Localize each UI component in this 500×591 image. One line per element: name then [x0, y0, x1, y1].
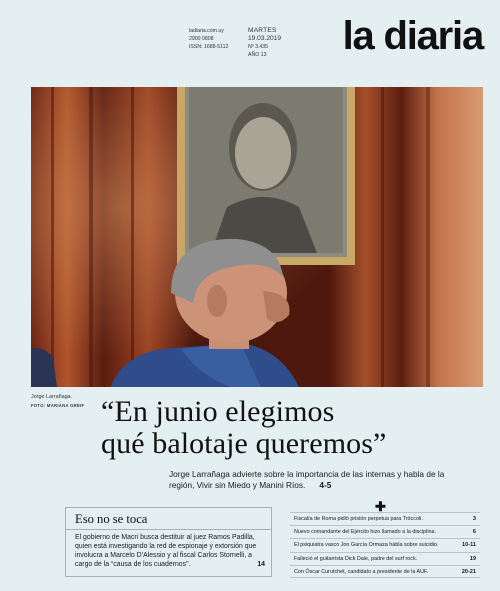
lead-photo [31, 87, 483, 387]
brief-page-ref: 10-11 [462, 542, 476, 549]
weekday-text: MARTES [248, 27, 277, 34]
brief-page-ref: 6 [472, 529, 476, 536]
lead-deck [169, 469, 469, 490]
box-story[interactable] [65, 507, 272, 577]
year-text: AÑO 13 [248, 52, 267, 58]
deck-page-ref: 4-5 [319, 479, 332, 490]
masthead-contact [189, 27, 228, 51]
brief-text: Con Óscar Curutchet, candidato a presidente de la AUF. [294, 568, 429, 575]
phone-text: 2900 0808 [189, 36, 214, 42]
newspaper-logo[interactable]: la diaria [342, 14, 483, 58]
deck-text: Jorge Larrañaga advierte sobre la importancia de las internas y habla de la región, Vivir sin Miedo y Manini Ríos. [169, 469, 445, 490]
box-story-page-ref: 14 [257, 561, 265, 568]
lead-photo-image [31, 87, 483, 387]
brief-item[interactable] [290, 552, 480, 565]
headline-line-2: qué balotaje queremos” [101, 427, 387, 460]
brief-page-ref: 20-21 [461, 568, 476, 575]
brief-item[interactable] [290, 538, 480, 551]
box-story-title: Eso no se toca [75, 512, 148, 526]
lead-headline[interactable] [101, 396, 491, 460]
brief-item[interactable] [290, 565, 480, 578]
box-story-text: El gobierno de Macri busca destituir al juez Ramos Padilla, quien está investigando la red de espionaje y extorsión que involucra a Marcelo D’Alessio y al fiscal Carlos Stornelli, a cargo de la “causa de los cuadernos”. [75, 534, 257, 568]
caption-text: Jorge Larrañaga. [31, 394, 73, 400]
brief-text: El psiquiatra vasco Jon García Ormaza habla sobre suicidio. [294, 542, 439, 549]
brief-item[interactable] [290, 525, 480, 538]
issn-text: ISSN: 1688-5112 [189, 44, 229, 50]
headline-line-1: “En junio elegimos [101, 395, 335, 428]
brief-page-ref: 3 [472, 516, 476, 522]
masthead-edition [248, 27, 281, 59]
photo-caption [31, 394, 84, 409]
brief-item[interactable] [290, 512, 480, 525]
photo-credit: FOTO: MARIANA GREIF [31, 402, 85, 408]
brief-text: Fiscalía de Roma pidió prisión perpetua para Tróccoli. [294, 516, 423, 522]
brief-text: Falleció el guitarrista Dick Dale, padre del surf rock. [294, 555, 418, 562]
briefs-list [290, 512, 480, 578]
website-text[interactable]: ladiaria.com.uy [189, 28, 224, 34]
date-text: 19.03.2019 [248, 35, 282, 42]
brief-text: Nuevo comandante del Ejército hizo llamado a la disciplina. [294, 529, 437, 536]
box-story-body [75, 533, 265, 569]
brief-page-ref: 19 [469, 555, 476, 562]
box-story-divider [66, 529, 271, 530]
issue-number: Nº 3.435 [248, 44, 269, 50]
plus-icon: ✚ [375, 499, 386, 514]
